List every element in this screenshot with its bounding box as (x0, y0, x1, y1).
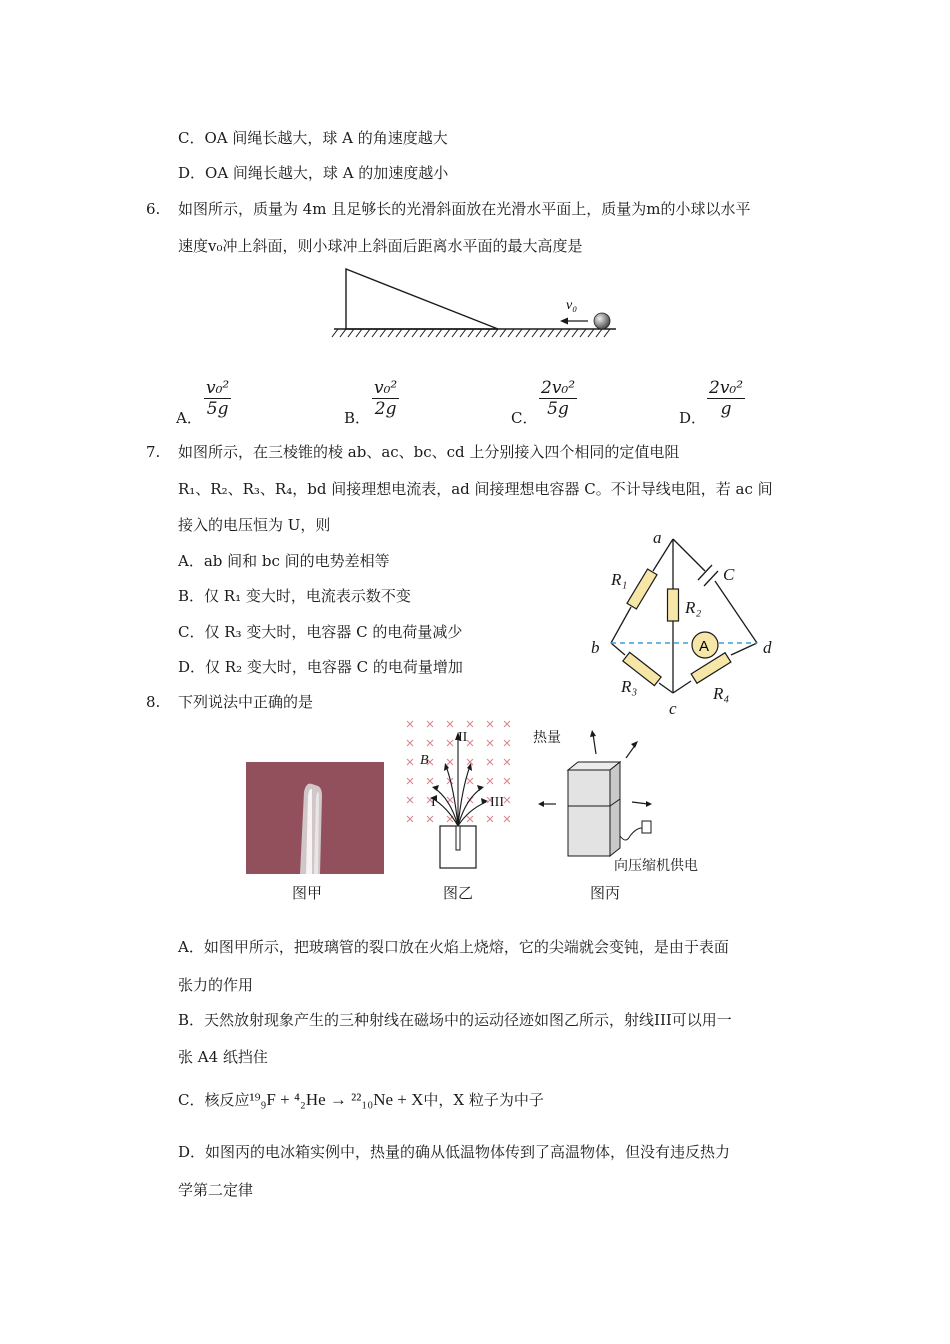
q8-option-c-suffix: 中，X 粒子为中子 (423, 1091, 544, 1109)
q6-incline-figure (330, 265, 620, 345)
q6-stem-line1: 如图所示，质量为 4m 且足够长的光滑斜面放在光滑水平面上，质量为m的小球以水平 (178, 200, 751, 218)
q8-option-b-line1: B．天然放射现象产生的三种射线在磁场中的运动径迹如图乙所示，射线III可以用一 (178, 1011, 732, 1029)
q7-node-a: a (653, 528, 662, 547)
q8-stem: 下列说法中正确的是 (178, 693, 314, 711)
q8-fig3-caption: 图丙 (590, 884, 621, 902)
q7-label-c: C (723, 565, 735, 584)
q7-label-r2: R₂ (685, 598, 702, 617)
q7-option-c: C．仅 R₃ 变大时，电容器 C 的电荷量减少 (178, 623, 463, 641)
q6-number: 6. (146, 200, 161, 218)
q8-fig1-caption: 图甲 (292, 884, 323, 902)
q8-fig2-radiation-field (404, 718, 514, 870)
q7-label-r3: R₃ (621, 677, 638, 696)
q8-fig2-label-iii: III (490, 795, 504, 810)
q8-fig3-power-label: 向压缩机供电 (614, 858, 698, 874)
q8-option-d-line2: 学第二定律 (178, 1181, 254, 1199)
q8-fig3-refrigerator (530, 724, 720, 874)
q7-label-r1: R₁ (611, 570, 628, 589)
q7-option-b: B．仅 R₁ 变大时，电流表示数不变 (178, 587, 411, 605)
q8-option-d-line1: D．如图丙的电冰箱实例中，热量的确从低温物体传到了高温物体，但没有违反热力 (178, 1143, 731, 1161)
q8-fig2-label-ii: II (458, 730, 468, 745)
q8-option-b-line2: 张 A4 纸挡住 (178, 1048, 268, 1066)
q6-stem-line2: 速度v₀冲上斜面，则小球冲上斜面后距离水平面的最大高度是 (178, 237, 583, 255)
q8-option-c-equation: ¹⁹₉F + ⁴₂He → ²²₁₀Ne + X (249, 1090, 424, 1109)
q5-option-c: C．OA 间绳长越大，球 A 的角速度越大 (178, 129, 448, 147)
q7-option-a: A．ab 间和 bc 间的电势差相等 (178, 552, 390, 570)
q6-v0-label: v₀ (566, 298, 578, 313)
q7-node-c: c (669, 699, 677, 718)
q7-number: 7. (146, 443, 161, 461)
q8-fig3-heat-label: 热量 (533, 730, 561, 746)
q7-option-d: D．仅 R₂ 变大时，电容器 C 的电荷量增加 (178, 658, 463, 676)
q7-circuit-diagram (585, 525, 785, 720)
q7-stem-line2: R₁、R₂、R₃、R₄，bd 间接理想电流表，ad 间接理想电容器 C。不计导线电阻，若 ac 间 (178, 480, 773, 498)
q8-option-a-line1: A．如图甲所示，把玻璃管的裂口放在火焰上烧熔，它的尖端就会变钝，是由于表面 (178, 938, 729, 956)
q8-fig2-label-i: I (431, 795, 436, 810)
q7-stem-line3: 接入的电压恒为 U，则 (178, 516, 331, 534)
q7-node-b: b (591, 638, 600, 657)
q8-fig2-caption: 图乙 (443, 884, 474, 902)
q8-number: 8. (146, 693, 161, 711)
q5-option-d: D．OA 间绳长越大，球 A 的加速度越小 (178, 164, 449, 182)
q7-ammeter-label: A (699, 638, 710, 655)
q8-option-c (178, 1090, 544, 1110)
q8-fig2-label-b: B (420, 753, 429, 768)
q8-option-c-prefix: C．核反应 (178, 1091, 250, 1109)
q7-label-r4: R₄ (713, 684, 730, 703)
q8-option-a-line2: 张力的作用 (178, 976, 254, 994)
q8-fig1-glass-tube-photo (246, 762, 384, 874)
q7-node-d: d (763, 638, 772, 657)
q7-stem-line1: 如图所示，在三棱锥的棱 ab、ac、bc、cd 上分别接入四个相同的定值电阻 (178, 443, 680, 461)
